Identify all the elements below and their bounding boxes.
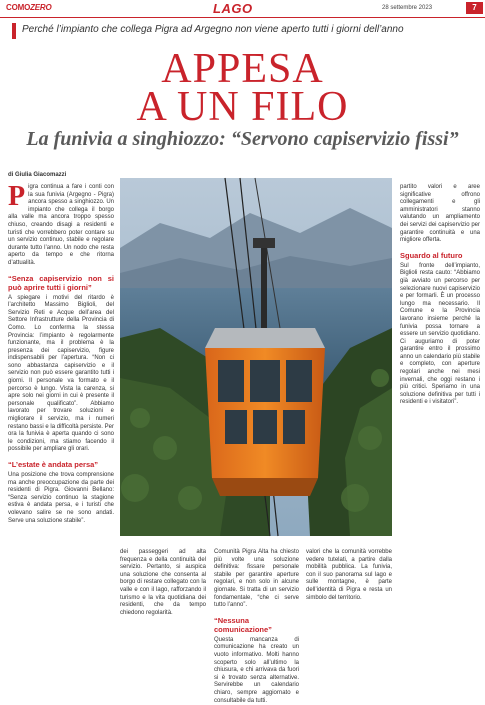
logo-text-zero: ZERO bbox=[30, 3, 52, 12]
intro-text: igra continua a fare i conti con la sua funivia (Argegno - Pigra) ancora spesso a singhiozzo. Un impianto che collega il borgo alla valle ma ancora troppo spesso chiuso, creando disagi a residenti e turisti che vorrebbero poter contare su un servizio continuo, stabile e regolare durante tutto l’anno. Un nodo che resta aperto da tempo e che ritorna d’attualità. bbox=[8, 184, 114, 266]
body-paragraph-2: Una posizione che trova comprensione ma anche preoccupazione da parte dei residenti di Pigra. Giovanni Bellano: “Senza servizio continuo la stagione estiva è andata persa, e i turisti che volevano salire se ne sono andati. Serve una soluzione stabile”. bbox=[8, 472, 114, 524]
cable-car-illustration bbox=[120, 178, 392, 536]
headline-line-1: APPESA bbox=[161, 46, 324, 92]
kicker-text: Perché l’impianto che collega Pigra ad Argegno non viene aperto tutti i giorni dell’anno bbox=[22, 24, 404, 35]
article-column-5 bbox=[400, 184, 480, 678]
subheading-comunicazione: “Nessuna comunicazione” bbox=[214, 615, 272, 634]
cable-car-photo bbox=[120, 178, 392, 536]
subheading-futuro: Sguardo al futuro bbox=[400, 250, 463, 260]
article-column-4 bbox=[306, 549, 392, 677]
column-5-text-2: Sul fronte dell’impianto, Biglioli resta cauto: “Abbiamo già avviato un percorso per selezionare nuovi capiservizio e per formarli. È un processo lungo ma necessario. Il Comune e la Provincia lavorano insieme perché la funivia possa tornare a essere un servizio quotidiano. Ci auguriamo di poter garantire entro il prossimo anno un calendario più stabile e completo, con aperture regolari anche nei mesi invernali, che oggi restano i più critici. Speriamo in una soluzione definitiva per tutti i residenti e i visitatori”. bbox=[400, 262, 480, 406]
column-3-text-2: Questa mancanza di comunicazione ha creato un vuoto informativo. Molti hanno scoperto solo all’ultimo la chiusura, e chi arrivava da fuori si è trovato senza alternative. Servirebbe un calendario chiaro, sempre aggiornato e consultabile da tutti. bbox=[214, 636, 299, 704]
subheadline: La funivia a singhiozzo: “Servono capiservizio fissi” bbox=[26, 128, 459, 150]
article-column-1 bbox=[8, 181, 114, 678]
column-4-text: valori che la comunità vorrebbe vedere tutelati, a partire dalla mobilità pubblica. La funivia, con il suo panorama sul lago e sulle montagne, è parte dell’identità di Pigra e resta un simbolo del territorio. bbox=[306, 549, 392, 601]
subheading-capiservizio: “Senza capiservizio non si può aprire tutti i giorni” bbox=[8, 273, 114, 292]
comozero-logo bbox=[6, 3, 52, 12]
logo-text-como: COMO bbox=[6, 3, 31, 12]
issue-date: 28 settembre 2023 bbox=[382, 5, 433, 11]
header-divider bbox=[0, 17, 485, 18]
subheading-estate: “L’estate è andata persa” bbox=[8, 460, 99, 469]
kicker-accent-bar bbox=[12, 23, 16, 39]
article-column-3 bbox=[214, 549, 299, 704]
headline-line-2: A UN FILO bbox=[136, 84, 349, 130]
intro-paragraph bbox=[8, 181, 114, 268]
article-column-2 bbox=[120, 549, 206, 677]
column-5-text-1: partito valori e aree significative offrono collegamenti e gli amministratori stanno valutando un ampliamento dei servizi dei capiservizio per garantire continuità e una migliore offerta. bbox=[400, 184, 480, 244]
body-paragraph-1: A spiegare i motivi del ritardo è l’architetto Massimo Biglioli, del Servizio Reti e Acque dell’area del Settore Infrastrutture della Provincia di Como. Lo conferma la stessa Provincia: l’impianto è regolarmente funzionante, ma il problema è la presenza dei capiservizio, figure indispensabili per l’apertura. “Non ci sono abbastanza capiservizio e il servizio non può essere garantito tutti i giorni. Il personale va formato e il percorso è lungo. Vista la carenza, si apre solo nei giorni in cui è presente il personale qualificato”. Abbiamo lavorato per trovare soluzioni e migliorare il servizio, ma i numeri restano bassi e la difficoltà persiste. Per ora la funivia è aperta quando ci sono le condizioni, ma stiamo facendo il possibile per ampliare gli orari. bbox=[8, 294, 114, 453]
column-3-text: Comunità Pigra Alta ha chiesto più volte una soluzione definitiva: fissare personale stabile per garantire aperture regolari, e non solo in alcune giornate. Si tratta di un servizio fondamentale, “che ci serve tutto l’anno”. bbox=[214, 549, 299, 609]
byline: di Giulia Giacomazzi bbox=[8, 172, 67, 178]
headline bbox=[0, 46, 485, 130]
dropcap: P bbox=[8, 181, 26, 212]
page-number: 7 bbox=[466, 2, 483, 14]
column-2-text: dei passeggeri ad alta frequenza e della continuità del servizio. Pertanto, si auspica una soluzione che consenta al borgo di restare collegato con la valle e con il lago, rafforzando il turismo e la vita quotidiana dei residenti, che da tempo chiedono regolarità. bbox=[120, 549, 206, 616]
section-logo: LAGO bbox=[213, 1, 253, 16]
